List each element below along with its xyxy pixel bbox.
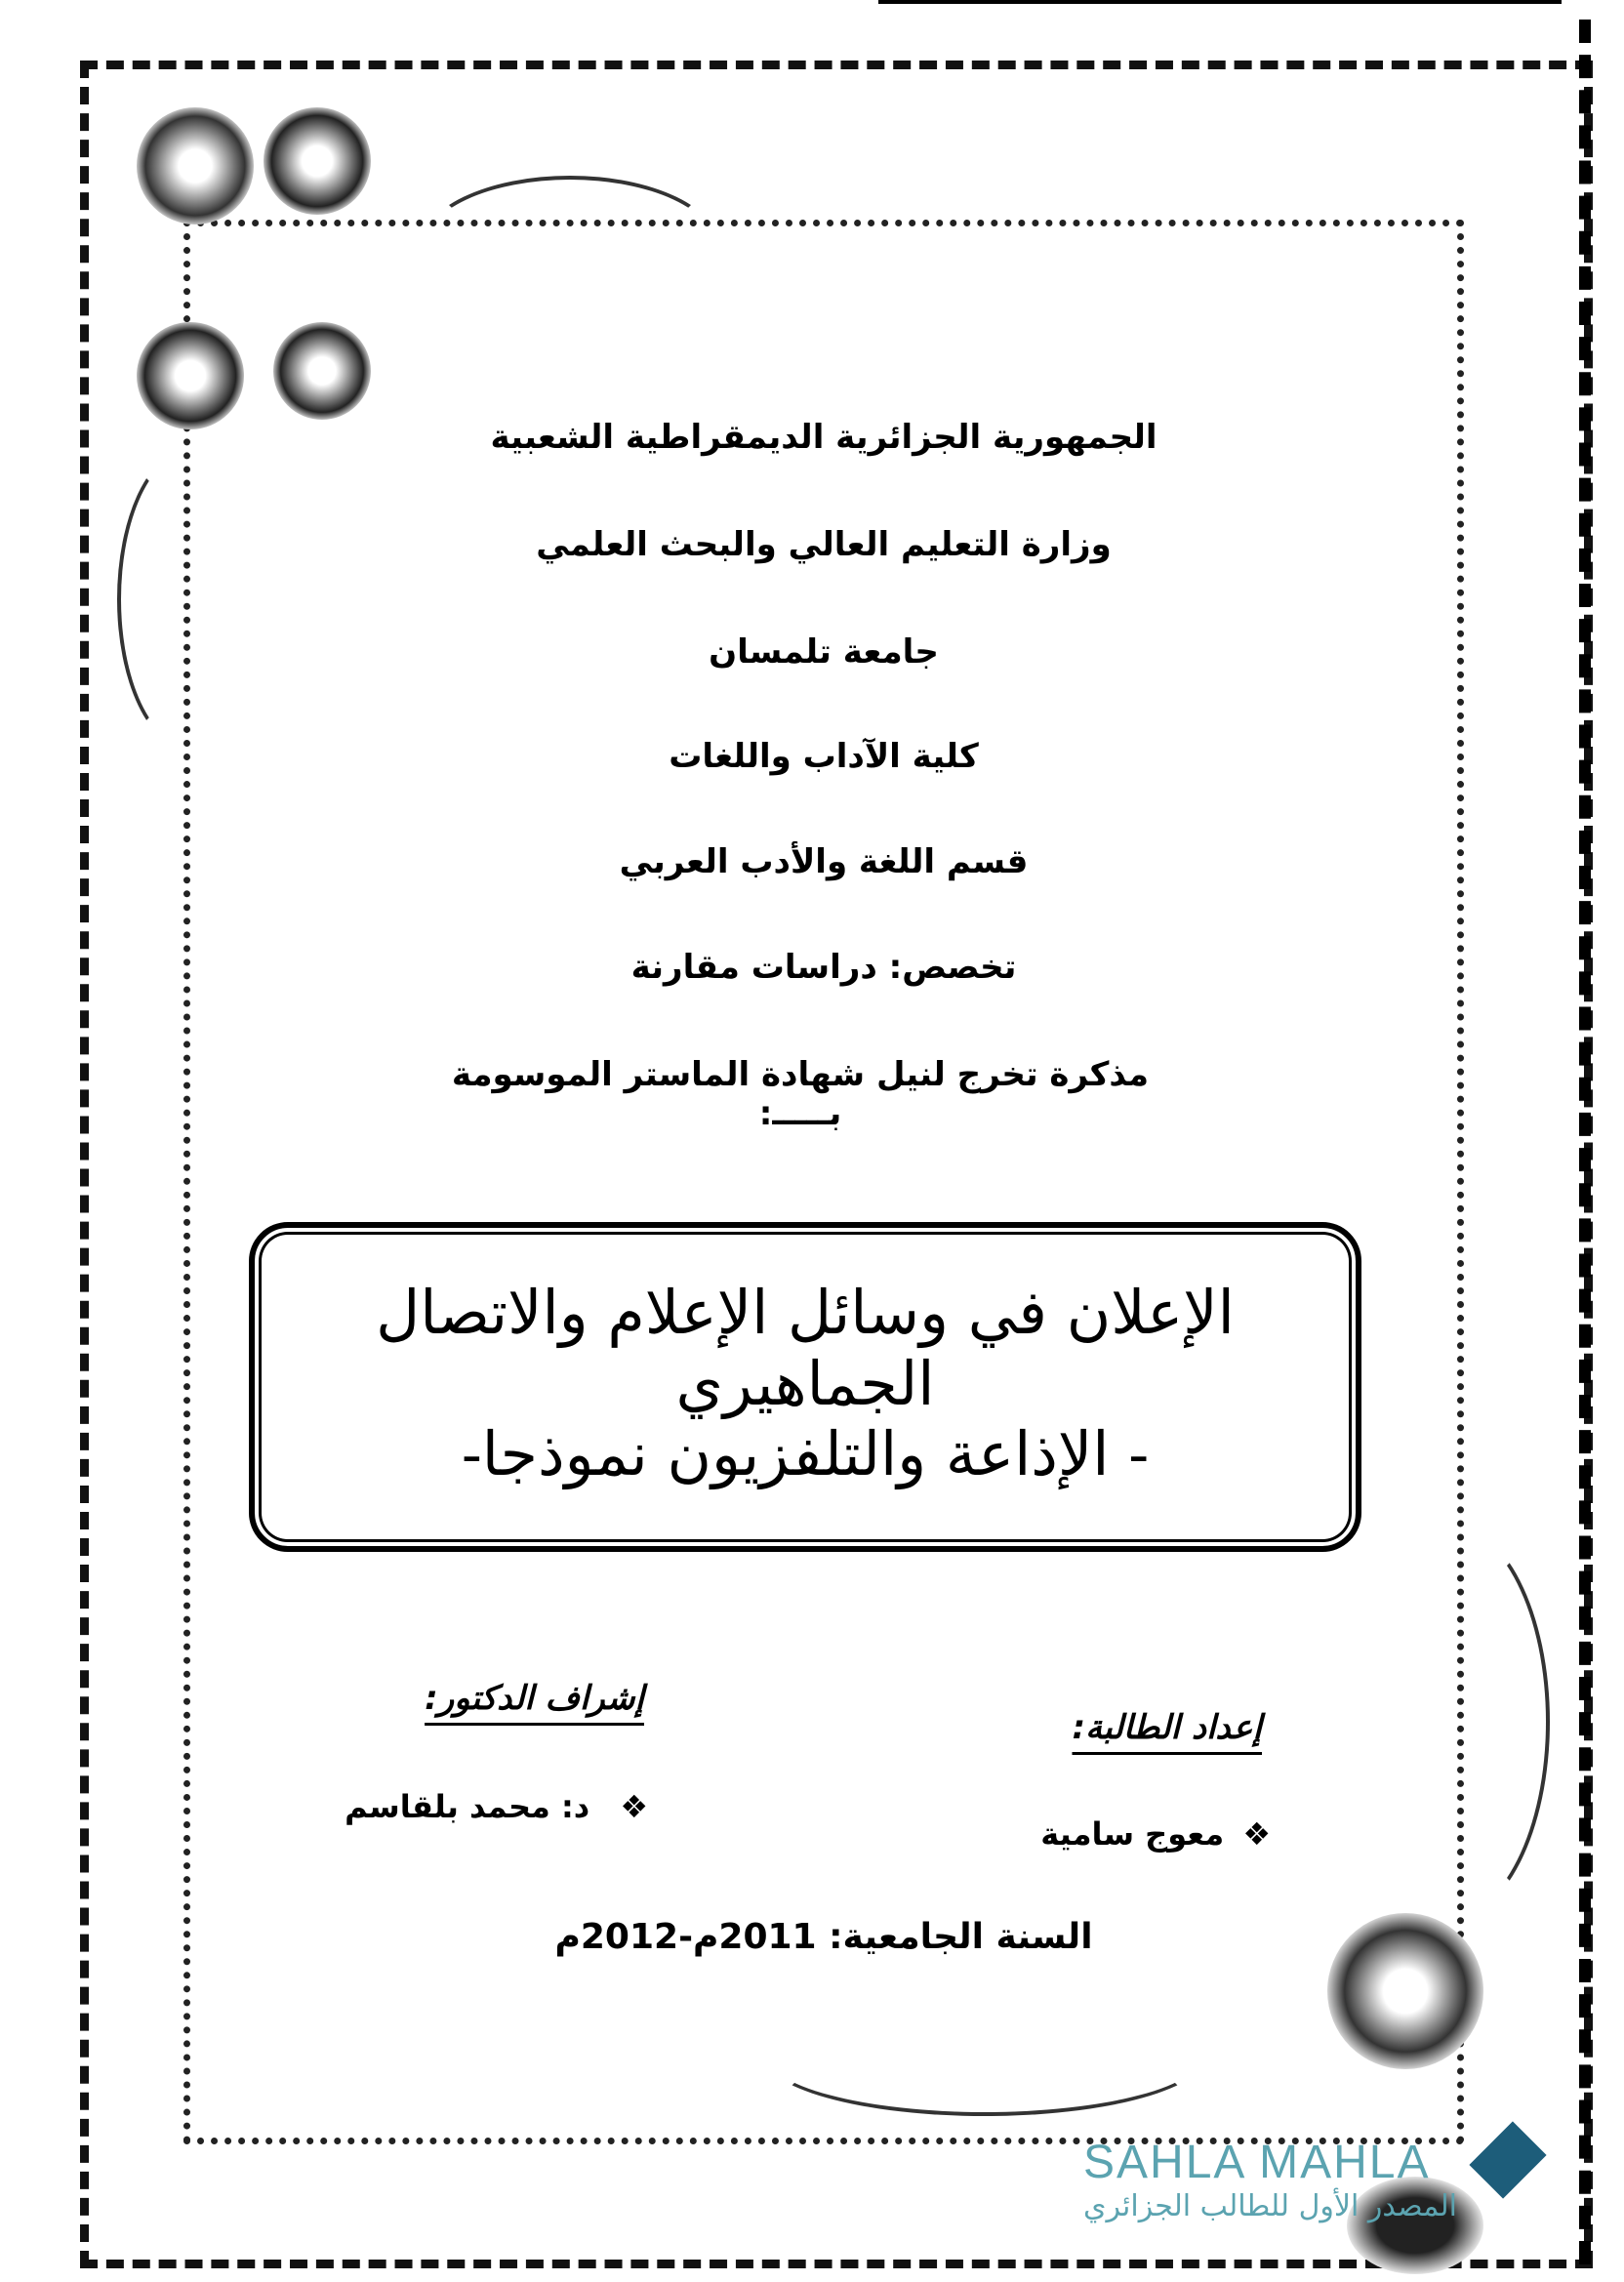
bullet-icon: ❖ [1242,1815,1271,1853]
thesis-subtitle: - الإذاعة والتلفزيون نموذجا- [461,1418,1150,1489]
right-border-bar [1579,20,1593,2264]
supervisor-name: د: محمد بلقاسم [345,1788,590,1825]
memo-intro: مذكرة تخرج لنيل شهادة الماستر الموسومة بـــــ: [451,1055,1150,1133]
faculty-name: كلية الآداب واللغات [669,737,979,776]
watermark-brand: SAHLA MAHLA [1083,2137,1431,2188]
university-name: جامعة تلمسان [709,632,939,672]
thesis-title-box [249,1222,1361,1552]
student-entry [1040,1815,1271,1853]
department-name: قسم اللغة والأدب العربي [619,842,1029,881]
supervisor-label: إشراف الدكتور: [425,1679,644,1718]
thesis-title: الإعلان في وسائل الإعلام والاتصال الجماهيري [376,1277,1235,1419]
inner-decorative-border [183,220,1464,2144]
bullet-icon: ❖ [620,1788,648,1825]
ministry-name: وزارة التعليم العالي والبحث العلمي [536,525,1112,564]
academic-year: السنة الجامعية: 2011م-2012م [554,1917,1093,1957]
supervisor-entry [345,1788,648,1825]
scan-edge-line [878,0,1562,4]
student-label: إعداد الطالبة: [1072,1708,1262,1747]
republic-name: الجمهورية الجزائرية الديمقراطية الشعبية [490,418,1157,457]
sahla-mahla-watermark [1083,2136,1457,2223]
watermark-tagline: المصدر الأول للطالب الجزائري [1083,2189,1457,2223]
student-name: معوج سامية [1040,1815,1225,1853]
specialty: تخصص: دراسات مقارنة [630,948,1017,987]
